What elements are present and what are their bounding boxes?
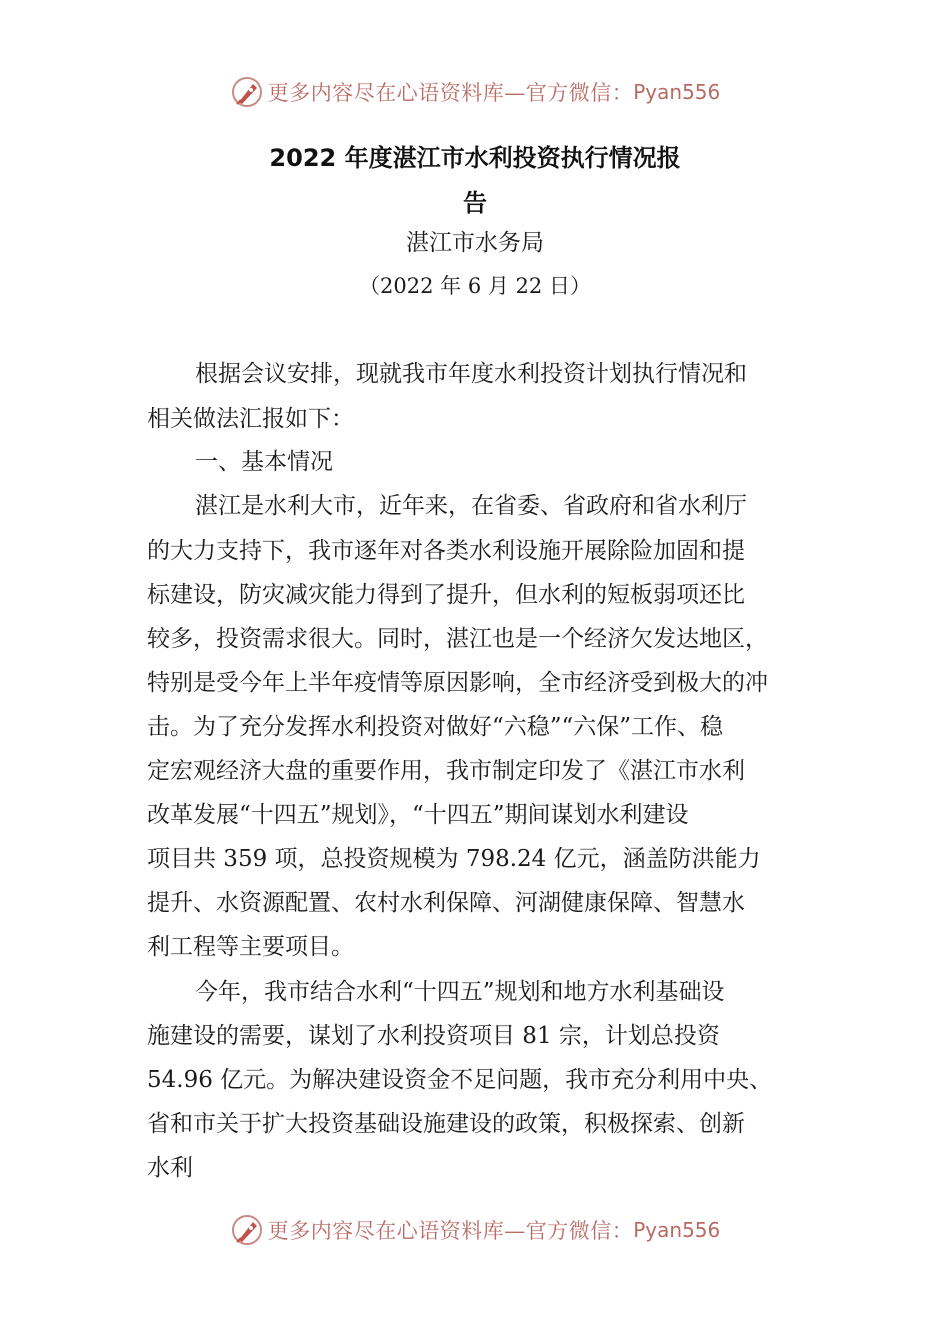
watermark-banner-bottom (0, 1208, 950, 1252)
body-line: 的大力支持下，我市逐年对各类水利设施开展除险加固和提 (147, 538, 745, 564)
document-title-line2: 告 (463, 189, 487, 217)
body-line: 定宏观经济大盘的重要作用，我市制定印发了《湛江市水利 (147, 758, 745, 784)
body-line: 特别是受今年上半年疫情等原因影响，全市经济受到极大的冲 (147, 670, 768, 696)
pen-nib-logo-icon (230, 75, 264, 109)
body-line: 54.96 亿元。为解决建设资金不足问题，我市充分利用中央、 (147, 1067, 773, 1093)
watermark-wechat-id: Pyan556 (633, 80, 721, 104)
pen-nib-logo-icon (230, 1213, 264, 1247)
body-line: 击。为了充分发挥水利投资对做好“六稳”“六保”工作、稳 (147, 714, 724, 740)
section-heading: 一、基本情况 (195, 449, 333, 475)
body-line: 利工程等主要项目。 (147, 934, 354, 960)
document-date: （2022 年 6 月 22 日） (359, 274, 591, 298)
body-line: 标建设，防灾减灾能力得到了提升，但水利的短板弱项还比 (147, 582, 745, 608)
watermark-text: 更多内容尽在心语资料库—官方微信： (267, 81, 634, 105)
body-line: 根据会议安排，现就我市年度水利投资计划执行情况和 (195, 361, 747, 387)
body-line: 相关做法汇报如下： (147, 406, 354, 432)
body-line: 水利 (147, 1155, 193, 1181)
body-line: 项目共 359 项，总投资规模为 798.24 亿元，涵盖防洪能力 (147, 846, 761, 872)
body-line: 改革发展“十四五”规划》，“十四五”期间谋划水利建设 (147, 802, 689, 828)
issuing-organization: 湛江市水务局 (406, 230, 544, 256)
body-line: 今年，我市结合水利“十四五”规划和地方水利基础设 (195, 979, 725, 1005)
body-line: 施建设的需要，谋划了水利投资项目 81 宗，计划总投资 (147, 1023, 720, 1049)
watermark-wechat-id: Pyan556 (633, 1218, 721, 1242)
watermark-text: 更多内容尽在心语资料库—官方微信： (267, 1219, 634, 1243)
body-line: 湛江是水利大市，近年来，在省委、省政府和省水利厅 (195, 493, 747, 519)
document-title-line1: 2022 年度湛江市水利投资执行情况报 (269, 144, 681, 172)
body-line: 省和市关于扩大投资基础设施建设的政策，积极探索、创新 (147, 1111, 745, 1137)
body-line: 提升、水资源配置、农村水利保障、河湖健康保障、智慧水 (147, 890, 745, 916)
watermark-banner-top (0, 70, 950, 114)
body-line: 较多，投资需求很大。同时，湛江也是一个经济欠发达地区， (147, 626, 768, 652)
